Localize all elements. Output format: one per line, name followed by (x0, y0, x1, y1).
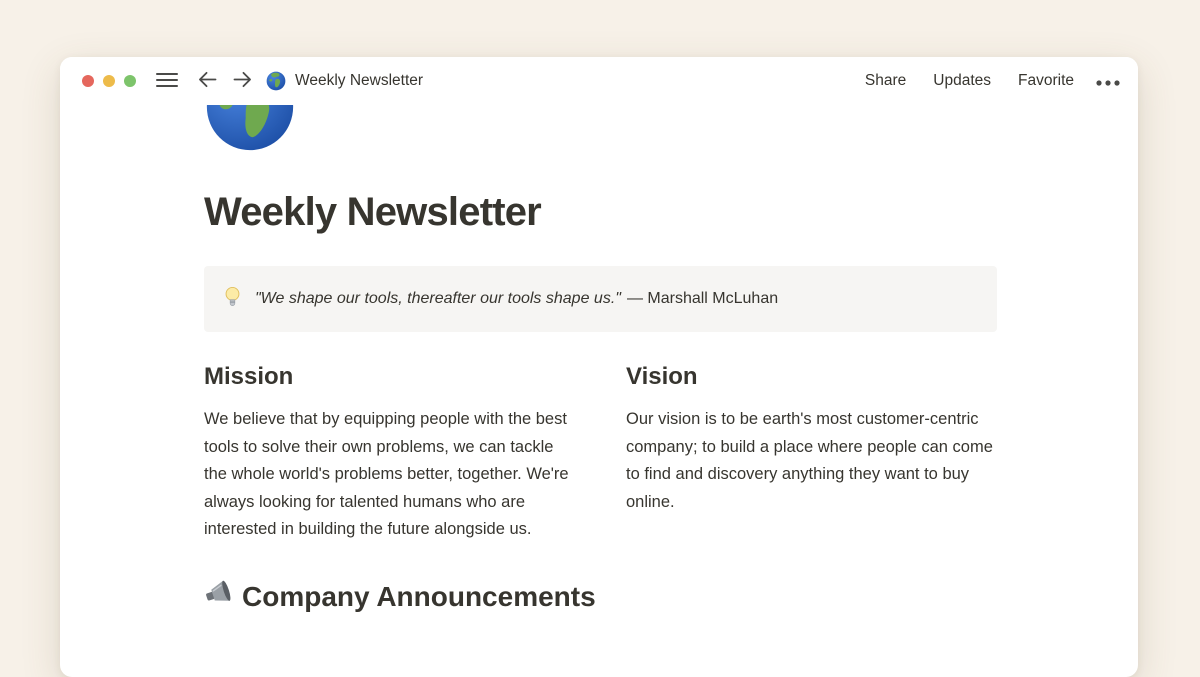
titlebar-page-title: Weekly Newsletter (295, 72, 424, 89)
company-announcements-heading[interactable] (204, 580, 997, 614)
back-arrow-icon (198, 71, 217, 91)
quote-callout[interactable] (204, 266, 997, 332)
loudspeaker-icon (204, 580, 232, 614)
two-column-layout (204, 362, 997, 544)
forward-button[interactable] (233, 71, 252, 91)
back-button[interactable] (198, 71, 217, 91)
light-bulb-icon (223, 286, 242, 313)
company-announcements-label: Company Announcements (242, 580, 596, 612)
page-icon-globe[interactable] (204, 105, 296, 153)
share-button[interactable]: Share (864, 72, 907, 89)
updates-button[interactable]: Updates (933, 72, 991, 89)
menu-button[interactable] (156, 72, 178, 91)
mission-body: We believe that by equipping people with the best tools to solve their own problems, we can tackle the whole world's problems better, together. We're always looking for talented humans who are interested in building the future alongside us. (204, 410, 569, 538)
app-window (60, 57, 1138, 677)
close-button[interactable] (82, 75, 94, 87)
callout-attribution: — Marshall McLuhan (626, 290, 779, 307)
maximize-button[interactable] (124, 75, 136, 87)
vision-column[interactable] (626, 362, 997, 544)
callout-quote-text: "We shape our tools, thereafter our tools shape us." (255, 290, 621, 307)
mission-heading: Mission (204, 363, 294, 390)
mission-column[interactable] (204, 362, 575, 544)
forward-arrow-icon (233, 71, 252, 91)
page-favicon-globe-icon (266, 71, 286, 91)
page-title[interactable]: Weekly Newsletter (204, 190, 541, 234)
window-controls (82, 75, 136, 87)
titlebar (60, 57, 1138, 105)
favorite-button[interactable]: Favorite (1018, 72, 1074, 89)
vision-body: Our vision is to be earth's most customer-centric company; to build a place where people can come to find and discovery anything they want to buy online. (626, 410, 993, 511)
more-options-button[interactable] (1096, 74, 1120, 89)
page-content (60, 105, 1138, 614)
minimize-button[interactable] (103, 75, 115, 87)
more-dots-icon (1096, 74, 1120, 89)
vision-heading: Vision (626, 363, 698, 390)
hamburger-icon (156, 72, 178, 91)
